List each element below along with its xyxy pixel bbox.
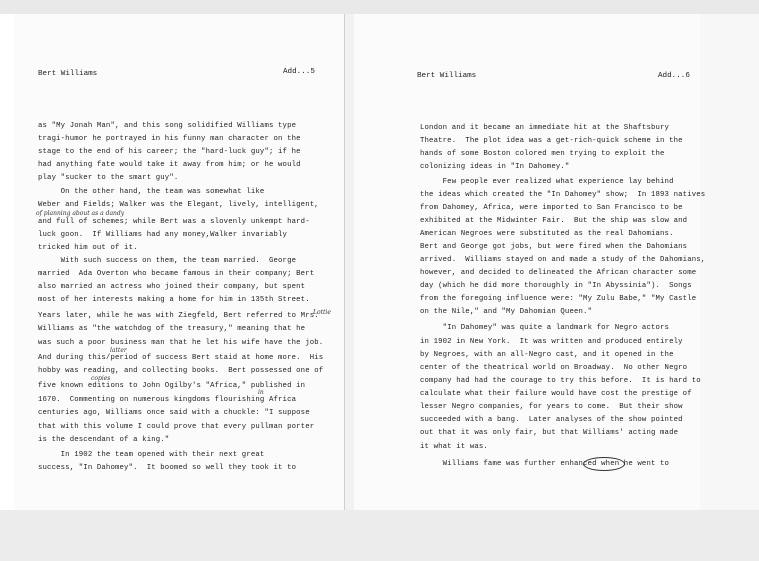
scan-right-edge [700, 14, 759, 510]
text-line: 1670. Commenting on numerous kingdoms flourishing Africa [38, 396, 297, 404]
text-line: Williams as "the watchdog of the treasury," meaning that he [38, 325, 306, 333]
text-line: Theatre. The plot idea was a get-rich-quick scheme in the [420, 137, 683, 145]
text-line: calculate what their failure would have cost the prestige of [420, 390, 692, 398]
text-line: hobby was reading, and collecting books. Bert possessed one of [38, 367, 324, 375]
text-line: day (which he did more thoroughly in "In Abyssinia"). Songs [420, 282, 692, 290]
handwritten-lottie: Lottie [313, 309, 331, 316]
text-line: married Ada Overton who became famous in their company; Bert [38, 270, 315, 278]
text-line: On the other hand, the team was somewhat like [38, 188, 265, 196]
text-line: by Negroes, with an all-Negro cast, and it opened in the [420, 351, 674, 359]
text-line: centuries ago, Williams once said with a chuckle: "I suppose [38, 409, 310, 417]
text-line: center of the theatrical world on Broadway. No other Negro [420, 364, 688, 372]
text-line: from the foregoing influence were: "My Zulu Babe," "My Castle [420, 295, 697, 303]
text-line: that with this volume I could prove that every pullman porter [38, 423, 315, 431]
text-line: In 1902 the team opened with their next great [38, 451, 265, 459]
text-line: Years later, while he was with Ziegfeld, Bert referred to Mrs. [38, 312, 319, 320]
right-header-page-number: Add...6 [658, 72, 690, 80]
text-line: "In Dahomey" was quite a landmark for Negro actors [420, 324, 670, 332]
text-line: American Negroes were substituted as the real Dahomians. [420, 230, 674, 238]
left-header-page-number: Add...5 [283, 68, 315, 76]
text-line: colonizing ideas in "In Dahomey." [420, 163, 570, 171]
text-line: London and it became an immediate hit at the Shaftsbury [420, 124, 670, 132]
text-line: Weber and Fields; Walker was the Elegant, lively, intelligent, [38, 201, 319, 209]
text-line: out that it was only fair, but that Williams' acting made [420, 429, 679, 437]
text-line: had anything fate would take it away from him; or he would [38, 161, 301, 169]
text-line: Bert and George got jobs, but were fired when the Dahomians [420, 243, 688, 251]
text-line: succeeded with a bang. Later analyses of the show pointed [420, 416, 683, 424]
text-line: luck goon. If Williams had any money,Walker invariably [38, 231, 288, 239]
text-line: it what it was. [420, 443, 488, 451]
handwritten-latter: latter [110, 347, 127, 354]
text-line: Few people ever realized what experience lay behind [420, 178, 674, 186]
text-line: hands of some Boston colored men trying to exploit the [420, 150, 665, 158]
pen-circle-mark [583, 457, 625, 471]
text-line: most of her interests making a home for him in 135th Street. [38, 296, 310, 304]
text-line: tragi-humor he portrayed in his funny man character on the [38, 135, 301, 143]
text-line: from Dahomey, Africa, were imported to San Francisco to be [420, 204, 683, 212]
text-line: success, "In Dahomey". It boomed so well they took it to [38, 464, 297, 472]
scan-bottom-strip [0, 510, 759, 561]
text-line: the ideas which created the "In Dahomey" show; In 1893 natives [420, 191, 706, 199]
text-line: also married an actress who joined their company, but spent [38, 283, 306, 291]
text-line: arrived. Williams stayed on and made a study of the Dahomians, [420, 256, 706, 264]
text-line: company had had the courage to try this before. It is hard to [420, 377, 701, 385]
handwritten-in: in [258, 389, 264, 396]
right-header-name: Bert Williams [417, 72, 477, 80]
text-line: With such success on them, the team married. George [38, 257, 297, 265]
text-line: play "sucker to the smart guy". [38, 174, 179, 182]
handwritten-copies: copies [91, 375, 111, 382]
text-line: in 1902 in New York. It was written and produced entirely [420, 338, 683, 346]
text-line: lesser Negro companies, for years to come. But their show [420, 403, 683, 411]
left-header-name: Bert Williams [38, 70, 98, 78]
text-line: tricked him out of it. [38, 244, 138, 252]
scan-top-strip [0, 0, 759, 14]
text-line: on the Nile," and "My Dahomian Queen." [420, 308, 593, 316]
text-line: is the descendant of a king." [38, 436, 170, 444]
text-line: stage to the end of his career; the "hard-luck guy"; if he [38, 148, 301, 156]
text-line: and full of schemes; while Bert was a slovenly unkempt hard- [38, 218, 310, 226]
text-line: Williams fame was further enhanced when he went to [420, 460, 670, 468]
text-line: as "My Jonah Man", and this song solidified Williams type [38, 122, 297, 130]
text-line: five known editions to John Ogilby's "Africa," published in [38, 382, 306, 390]
text-line: was such a poor business man that he let his wife have the job. [38, 339, 324, 347]
text-line: And during this/period of success Bert staid at home more. His [38, 354, 324, 362]
text-line: exhibited at the Midwinter Fair. But the ship was slow and [420, 217, 688, 225]
handwritten-margin-note: of planning about as a dandy [36, 210, 125, 217]
text-line: however, and decided to delineated the African character some [420, 269, 697, 277]
